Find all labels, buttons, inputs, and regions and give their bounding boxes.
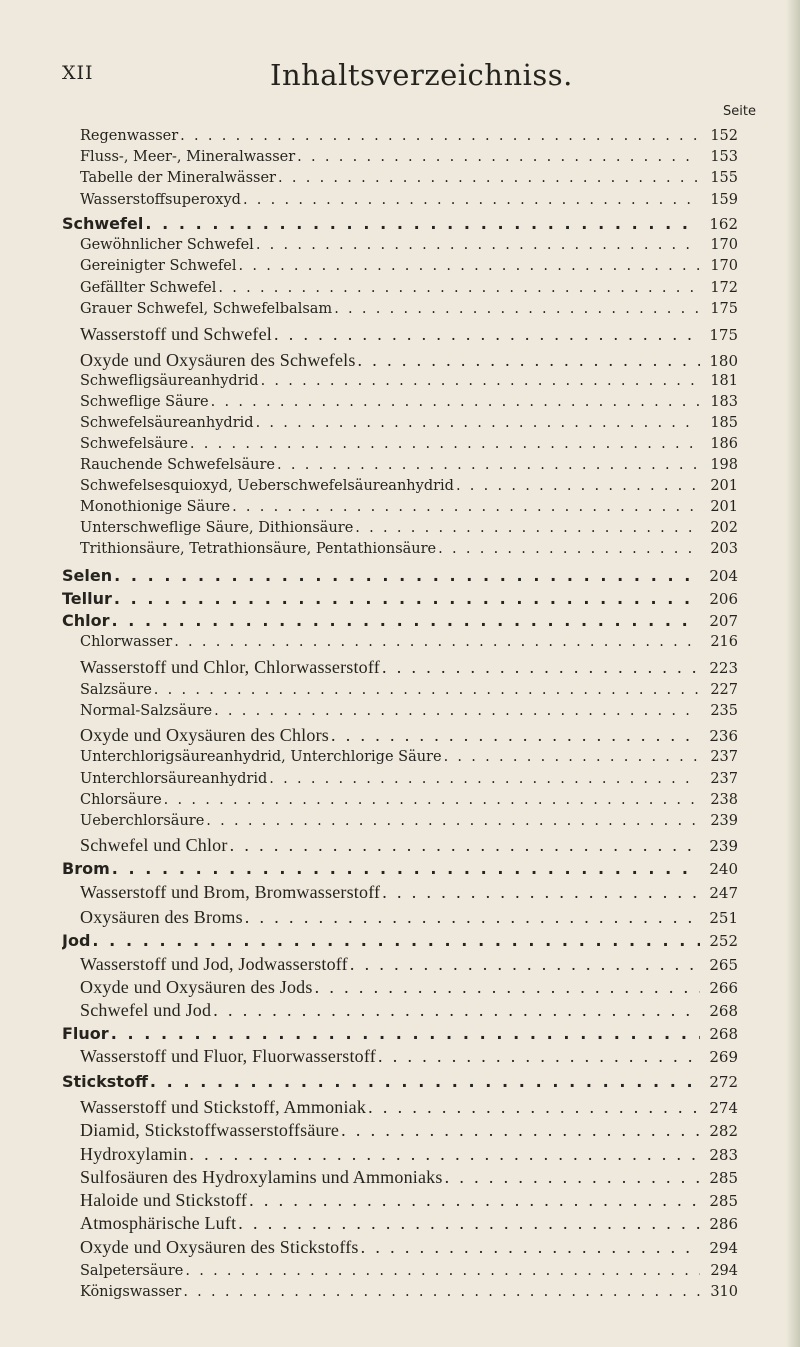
toc-entry-page: 294 — [709, 1239, 738, 1257]
toc-entry-page: 170 — [710, 237, 738, 253]
toc-entry-title: Chlorsäure — [80, 792, 162, 808]
toc-entry-page: 235 — [710, 703, 738, 719]
toc-entry — [80, 237, 738, 258]
toc-entry — [80, 682, 738, 703]
toc-entry-title: Haloide und Stickstoff — [80, 1190, 248, 1210]
toc-entry-title: Hydroxylamin — [80, 1144, 188, 1164]
toc-entry — [80, 541, 738, 562]
toc-entry-page: 185 — [710, 415, 738, 431]
toc-entry-title: Schwefelsesquioxyd, Ueberschwefelsäureanhydrid — [80, 478, 454, 494]
dot-leader — [111, 1024, 700, 1043]
toc-entry-title: Sulfosäuren des Hydroxylamins und Ammoniaks — [80, 1167, 443, 1187]
toc-entry-title: Salpetersäure — [80, 1263, 184, 1279]
toc-entry-page: 204 — [709, 567, 738, 585]
toc-entry-title: Chlorwasser — [80, 634, 173, 650]
toc-entry — [80, 373, 738, 394]
dot-leader — [145, 214, 700, 233]
toc-entry-title: Wasserstoff und Stickstoff, Ammoniak — [80, 1097, 367, 1117]
toc-entry — [62, 214, 738, 238]
toc-entry — [80, 170, 738, 191]
dot-leader — [218, 280, 700, 296]
toc-entry — [80, 634, 738, 655]
toc-entry-title: Trithionsäure, Tetrathionsäure, Pentathionsäure — [80, 541, 437, 557]
dot-leader — [243, 192, 700, 208]
toc-entry — [80, 301, 738, 322]
toc-entry — [80, 749, 738, 770]
dot-leader — [382, 657, 700, 678]
dot-leader — [315, 977, 700, 998]
toc-entry-page: 283 — [709, 1146, 738, 1164]
toc-entry — [80, 457, 738, 478]
toc-entry — [80, 324, 738, 352]
toc-entry-page: 155 — [710, 170, 738, 186]
toc-entry-title: Schwefel und Jod — [80, 1000, 212, 1020]
toc-entry-title: Salzsäure — [80, 682, 152, 698]
toc-entry — [80, 499, 738, 520]
dot-leader — [232, 499, 700, 515]
toc-entry-page: 268 — [709, 1025, 738, 1043]
toc-entry-page: 238 — [710, 792, 738, 808]
dot-leader — [211, 394, 700, 410]
toc-entry — [62, 859, 738, 883]
dot-leader — [456, 478, 700, 494]
toc-entry-title: Gereinigter Schwefel — [80, 258, 237, 274]
dot-leader — [358, 350, 700, 371]
toc-entry — [80, 192, 738, 213]
toc-entry-page: 247 — [709, 884, 738, 902]
toc-entry-page: 237 — [710, 771, 738, 787]
dot-leader — [261, 373, 700, 389]
toc-entry-page: 269 — [709, 1048, 738, 1066]
toc-entry-page: 274 — [709, 1099, 738, 1117]
toc-entry — [80, 882, 738, 910]
toc-entry-page: 239 — [710, 813, 738, 829]
dot-leader — [92, 931, 700, 950]
toc-entry — [62, 611, 738, 635]
dot-leader — [238, 1213, 700, 1234]
toc-entry-title: Monothionige Säure — [80, 499, 231, 515]
toc-entry-page: 239 — [709, 837, 738, 855]
toc-entry — [80, 703, 738, 724]
toc-entry-title: Schwefelsäure — [80, 436, 188, 452]
toc-entry-page: 237 — [710, 749, 738, 765]
toc-entry-title: Grauer Schwefel, Schwefelbalsam — [80, 301, 333, 317]
toc-entry-page: 207 — [709, 612, 738, 630]
toc-entry-title: Tabelle der Mineralwässer — [80, 170, 276, 186]
toc-entry-title: Selen — [62, 566, 113, 585]
toc-entry-page: 159 — [710, 192, 738, 208]
toc-entry — [80, 128, 738, 149]
toc-entry-title: Diamid, Stickstoffwasserstoffsäure — [80, 1120, 340, 1140]
toc-entry-page: 282 — [709, 1122, 738, 1140]
dot-leader — [256, 415, 700, 431]
toc-entry-page: 180 — [709, 352, 738, 370]
toc-entry-page: 251 — [709, 909, 738, 927]
dot-leader — [114, 566, 700, 585]
toc-entry — [80, 1046, 738, 1074]
toc-entry-title: Fluor — [62, 1024, 109, 1043]
dot-leader — [444, 749, 700, 765]
toc-entry-title: Brom — [62, 859, 110, 878]
toc-entry-title: Oxyde und Oxysäuren des Schwefels — [80, 350, 356, 370]
dot-leader — [256, 237, 700, 253]
toc-entry-page: 201 — [710, 499, 738, 515]
toc-entry-title: Oxyde und Oxysäuren des Chlors — [80, 725, 329, 745]
toc-entry-title: Schwefelsäureanhydrid — [80, 415, 254, 431]
toc-entry-title: Stickstoff — [62, 1072, 148, 1091]
dot-leader — [190, 436, 700, 452]
toc-entry — [80, 280, 738, 301]
dot-leader — [239, 258, 701, 274]
dot-leader — [331, 725, 700, 746]
toc-entry-page: 153 — [710, 149, 738, 165]
toc-entry — [80, 771, 738, 792]
toc-entry — [80, 1284, 738, 1305]
toc-entry-title: Wasserstoff und Fluor, Fluorwasserstoff — [80, 1046, 376, 1066]
toc-entry-title: Gefällter Schwefel — [80, 280, 217, 296]
toc-entry — [62, 566, 738, 590]
toc-entry — [80, 394, 738, 415]
dot-leader — [185, 1263, 700, 1279]
dot-leader — [249, 1190, 700, 1211]
toc-entry-page: 172 — [710, 280, 738, 296]
dot-leader — [189, 1144, 700, 1165]
toc-entry-title: Unterchlorigsäureanhydrid, Unterchlorige Säure — [80, 749, 442, 765]
toc-entry-title: Chlor — [62, 611, 110, 630]
dot-leader — [150, 1072, 700, 1091]
dot-leader — [438, 541, 700, 557]
toc-entry-title: Wasserstoffsuperoxyd — [80, 192, 241, 208]
dot-leader — [368, 1097, 700, 1118]
toc-entry — [80, 415, 738, 436]
toc-entry-page: 162 — [709, 215, 738, 233]
toc-entry-title: Regenwasser — [80, 128, 179, 144]
dot-leader — [334, 301, 700, 317]
toc-entry-title: Atmosphärische Luft — [80, 1213, 237, 1233]
toc-entry — [80, 1237, 738, 1265]
dot-leader — [278, 170, 700, 186]
toc-entry-page: 201 — [710, 478, 738, 494]
dot-leader — [277, 457, 700, 473]
toc-entry-title: Wasserstoff und Schwefel — [80, 324, 272, 344]
dot-leader — [114, 589, 700, 608]
toc-entry-title: Schwefel und Chlor — [80, 835, 228, 855]
dot-leader — [245, 907, 700, 928]
toc-entry-page: 285 — [709, 1169, 738, 1187]
toc-entry-title: Gewöhnlicher Schwefel — [80, 237, 254, 253]
dot-leader — [174, 634, 700, 650]
toc-entry-page: 236 — [709, 727, 738, 745]
toc-entry — [62, 1072, 738, 1096]
toc-entry-page: 294 — [710, 1263, 738, 1279]
toc-entry-title: Oxyde und Oxysäuren des Stickstoffs — [80, 1237, 359, 1257]
dot-leader — [274, 324, 700, 345]
toc-entry-title: Schwefel — [62, 214, 144, 233]
toc-entry-page: 252 — [709, 932, 738, 950]
toc-entry-title: Unterchlorsäureanhydrid — [80, 771, 268, 787]
dot-leader — [164, 792, 700, 808]
dot-leader — [214, 703, 700, 719]
toc-entry-page: 265 — [709, 956, 738, 974]
dot-leader — [445, 1167, 700, 1188]
toc-entry-page: 181 — [710, 373, 738, 389]
running-title: Inhaltsverzeichniss. — [270, 58, 573, 92]
page-column-label: Seite — [723, 104, 756, 119]
toc-entry — [80, 149, 738, 170]
toc-entry-page: 285 — [709, 1192, 738, 1210]
dot-leader — [378, 1046, 700, 1067]
toc-entry-page: 286 — [709, 1215, 738, 1233]
dot-leader — [361, 1237, 700, 1258]
toc-entry-title: Wasserstoff und Chlor, Chlorwasserstoff — [80, 657, 380, 677]
dot-leader — [154, 682, 700, 698]
toc-entry-title: Königswasser — [80, 1284, 182, 1300]
toc-entry-title: Unterschweflige Säure, Dithionsäure — [80, 520, 354, 536]
toc-entry — [80, 792, 738, 813]
toc-entry-page: 272 — [709, 1073, 738, 1091]
toc-entry-page: 227 — [710, 682, 738, 698]
toc-entry-title: Schwefligsäureanhydrid — [80, 373, 259, 389]
toc-entry-title: Oxyde und Oxysäuren des Jods — [80, 977, 313, 997]
toc-entry-page: 206 — [709, 590, 738, 608]
dot-leader — [297, 149, 700, 165]
dot-leader — [350, 954, 700, 975]
page-number: XII — [62, 62, 94, 84]
dot-leader — [206, 813, 700, 829]
toc-entry-page: 170 — [710, 258, 738, 274]
dot-leader — [341, 1120, 700, 1141]
toc-entry-title: Wasserstoff und Brom, Bromwasserstoff — [80, 882, 381, 902]
toc-entry-page: 198 — [710, 457, 738, 473]
toc-entry-title: Tellur — [62, 589, 112, 608]
toc-entry-title: Fluss-, Meer-, Mineralwasser — [80, 149, 296, 165]
toc-entry-page: 202 — [710, 520, 738, 536]
toc-entry-page: 310 — [710, 1284, 738, 1300]
toc-entry — [80, 258, 738, 279]
toc-entry-title: Ueberchlorsäure — [80, 813, 205, 829]
dot-leader — [382, 882, 700, 903]
toc-entry — [80, 1263, 738, 1284]
toc-entry — [80, 657, 738, 685]
toc-entry-page: 175 — [710, 301, 738, 317]
toc-entry — [80, 813, 738, 834]
toc-entry — [80, 478, 738, 499]
toc-entry — [80, 436, 738, 457]
dot-leader — [183, 1284, 700, 1300]
dot-leader — [180, 128, 700, 144]
dot-leader — [213, 1000, 700, 1021]
toc-entry-page: 183 — [710, 394, 738, 410]
toc-entry-title: Jod — [62, 931, 91, 950]
toc-entry-page: 240 — [709, 860, 738, 878]
toc-entry-page: 203 — [710, 541, 738, 557]
dot-leader — [355, 520, 700, 536]
toc-entry-title: Normal-Salzsäure — [80, 703, 213, 719]
dot-leader — [112, 859, 700, 878]
toc-entry-page: 186 — [710, 436, 738, 452]
toc-entry-page: 175 — [709, 326, 738, 344]
dot-leader — [269, 771, 700, 787]
toc-entry-page: 266 — [709, 979, 738, 997]
toc-entry — [80, 520, 738, 541]
toc-entry-page: 268 — [709, 1002, 738, 1020]
toc-entry-title: Rauchende Schwefelsäure — [80, 457, 275, 473]
dot-leader — [112, 611, 701, 630]
toc-entry — [62, 589, 738, 613]
toc-entry-title: Schweflige Säure — [80, 394, 209, 410]
toc-entry-page: 223 — [709, 659, 738, 677]
toc-entry-page: 152 — [710, 128, 738, 144]
toc-entry — [62, 1024, 738, 1048]
dot-leader — [230, 835, 700, 856]
toc-entry-title: Wasserstoff und Jod, Jodwasserstoff — [80, 954, 348, 974]
toc-entry-title: Oxysäuren des Broms — [80, 907, 243, 927]
toc-entry-page: 216 — [710, 634, 738, 650]
toc-entry — [62, 931, 738, 955]
